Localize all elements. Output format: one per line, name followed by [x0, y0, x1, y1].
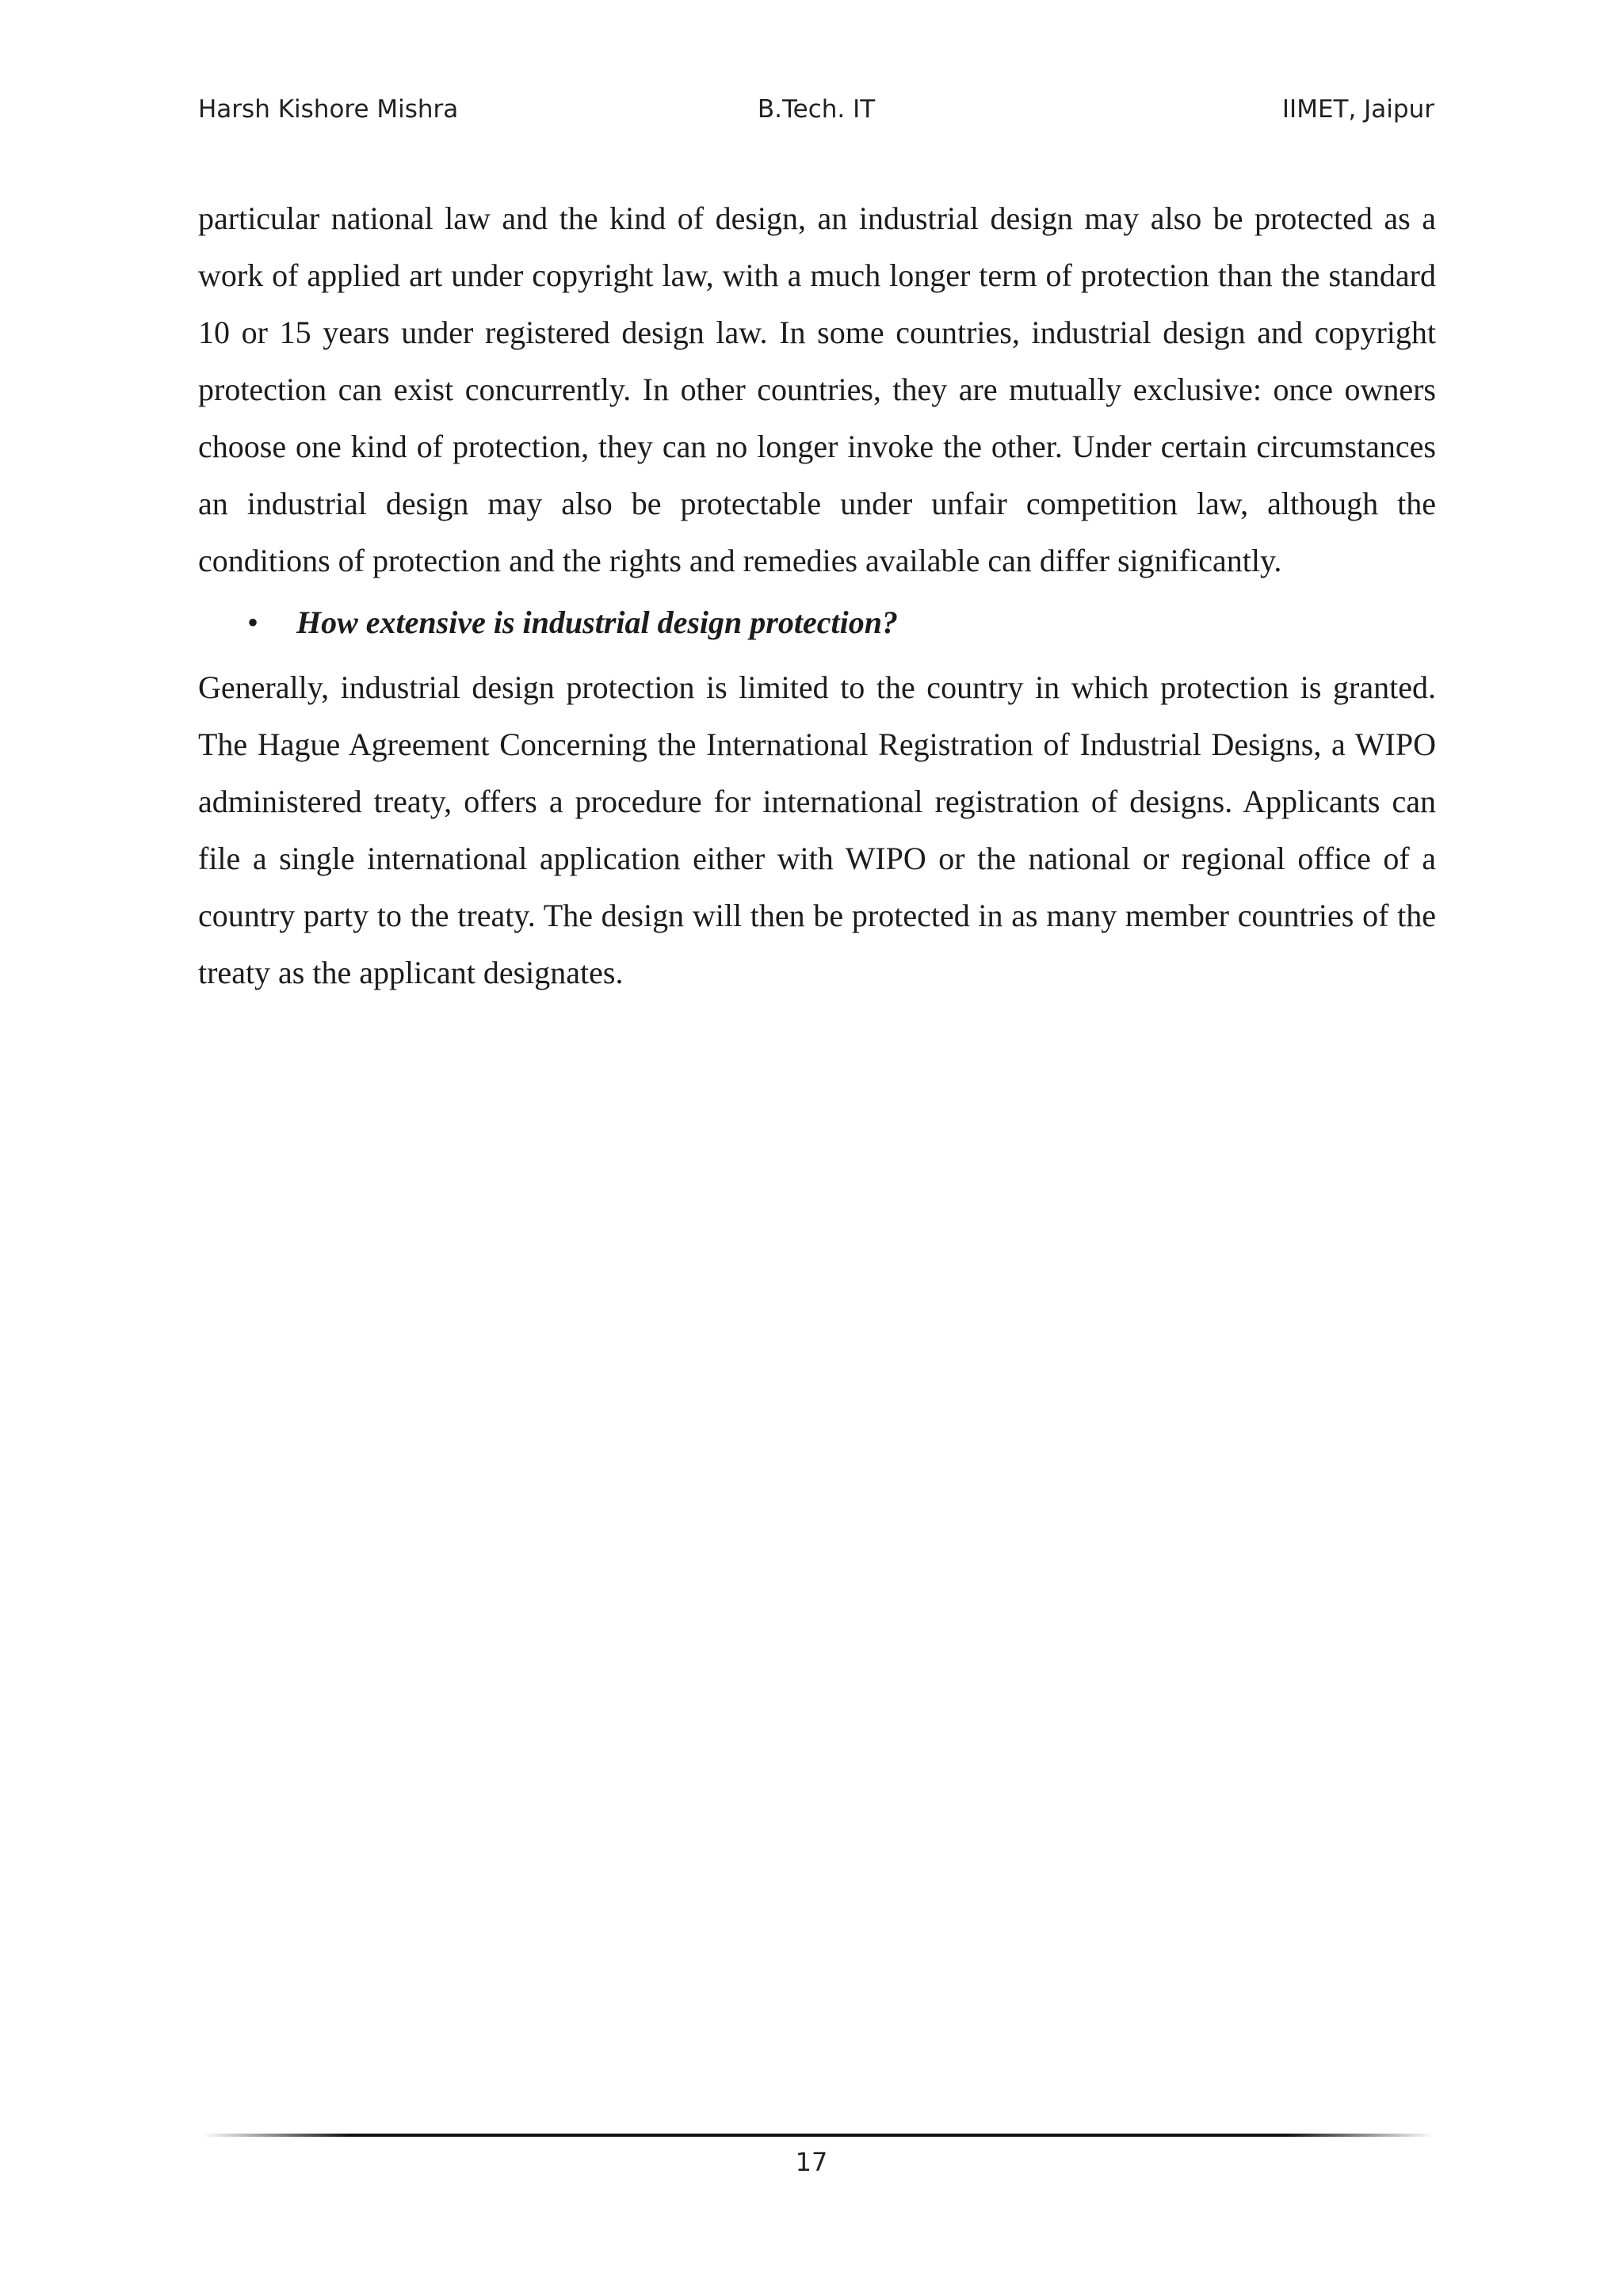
page-number: 17: [795, 2147, 828, 2177]
header-author: Harsh Kishore Mishra: [198, 95, 459, 124]
bullet-heading: [198, 594, 1436, 651]
paragraph-protection-scope: Generally, industrial design protection is limited to the country in which protection is granted. The Hague Agreement Concerning the International Registration of Industrial Designs, a WIPO administered treaty, offers a procedure for international registration of designs. Applicants can file a single international application either with WIPO or the national or regional office of a country party to the treaty. The design will then be protected in as many member countries of the treaty as the applicant designates.: [198, 669, 1436, 990]
footer-divider: [202, 2134, 1434, 2137]
header-institute: IIMET, Jaipur: [1281, 95, 1434, 124]
page-header: [198, 95, 1434, 135]
page-body: [198, 190, 1436, 1001]
bullet-heading-text: How extensive is industrial design protection?: [296, 605, 898, 640]
bullet-icon: •: [247, 605, 259, 640]
header-course: B.Tech. IT: [757, 95, 876, 124]
paragraph-continued: particular national law and the kind of design, an industrial design may also be protected as a work of applied art under copyright law, with a much longer term of protection than the standard 10 or 15 years under registered design law. In some countries, industrial design and copyright protection can exist concurrently. In other countries, they are mutually exclusive: once owners choose one kind of protection, they can no longer invoke the other. Under certain circumstances an industrial design may also be protectable under unfair competition law, although the conditions of protection and the rights and remedies available can differ significantly.: [198, 200, 1436, 578]
